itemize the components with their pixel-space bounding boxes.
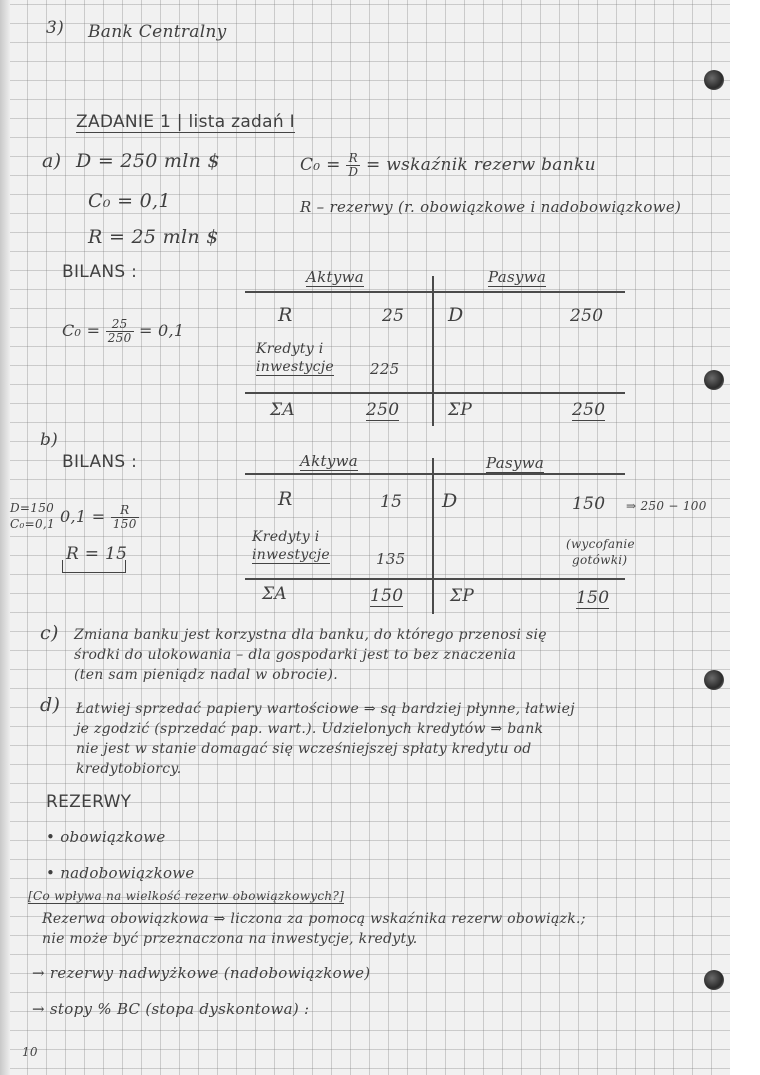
binder-hole-2 [704, 370, 724, 390]
ratio-formula-numerator: R [346, 152, 360, 166]
table-b-sum-a-label: ΣA [262, 584, 287, 604]
reserves-value: R = 25 mln $ [88, 226, 219, 248]
ratio-formula-denominator: D [348, 165, 359, 180]
reserve-result: R = 15 [66, 544, 128, 564]
margin-deposits: D=150 [10, 501, 55, 515]
page-number: 10 [22, 1045, 38, 1059]
table-a-loans-label-2: inwestycje [256, 359, 334, 375]
section-number: 3) [46, 18, 65, 38]
table-b-r-label: R [278, 488, 293, 510]
table-b-sum-p-value: 150 [576, 588, 610, 608]
table-a-sum-p-label: ΣP [448, 400, 473, 420]
table-a-loans-label-1: Kredyty i [256, 341, 324, 357]
reserves-arrow-1: → rezerwy nadwyżkowe (nadobowiązkowe) [32, 964, 371, 982]
part-a-label: a) [42, 150, 62, 172]
part-d-line-1: Łatwiej sprzedać papiery wartościowe ⇒ są bardziej płynne, łatwiej [76, 701, 575, 717]
table-b-sum-a-value: 150 [370, 586, 404, 606]
reserves-answer-2: nie może być przeznaczona na inwestycje, kredyty. [42, 931, 418, 947]
ratio-formula-lhs: C₀ = [300, 155, 341, 176]
table-a-sum-a-value: 250 [366, 400, 400, 420]
task-title: ZADANIE 1 | lista zadań I [76, 112, 295, 132]
table-a-sum-p-value: 250 [572, 400, 606, 420]
table-a-loans-value: 225 [370, 360, 400, 378]
binder-hole-3 [704, 670, 724, 690]
table-a-liabilities-header: Pasywa [488, 268, 547, 286]
table-b-sum-p-label: ΣP [450, 586, 475, 606]
table-b-d-note: ⇒ 250 − 100 [626, 499, 707, 513]
table-b-sum-rule [245, 578, 625, 580]
deposits-value: D = 250 mln $ [76, 150, 220, 172]
ratio-check-numerator: 25 [106, 318, 134, 332]
part-c-line-3: (ten sam pieniądz nadal w obrocie). [74, 667, 339, 683]
table-b-top-rule [245, 473, 625, 475]
reserves-item-excess: • nadobowiązkowe [46, 864, 195, 882]
page-binding-shadow [0, 0, 10, 1075]
table-b-loans-label-1: Kredyty i [252, 529, 320, 545]
reserve-equation-lhs: 0,1 = [60, 507, 106, 527]
reserves-heading: REZERWY [46, 792, 132, 812]
reserves-question: [Co wpływa na wielkość rezerw obowiązkowych?] [28, 889, 345, 903]
table-a-sum-a-label: ΣA [270, 400, 295, 420]
margin-ratio: C₀=0,1 [10, 517, 55, 531]
binder-hole-4 [704, 970, 724, 990]
ratio-check [62, 318, 184, 345]
reserves-item-mandatory: • obowiązkowe [46, 828, 166, 846]
table-a-center-rule [432, 276, 434, 426]
reserves-definition: R – rezerwy (r. obowiązkowe i nadobowiązkowe) [300, 198, 682, 216]
part-c-line-2: środki do ulokowania – dla gospodarki jest to bez znaczenia [74, 647, 517, 663]
table-b-assets-header: Aktywa [300, 452, 359, 470]
table-b-d-label: D [442, 490, 458, 512]
ratio-formula [300, 152, 596, 179]
reserve-equation-numerator: R [111, 504, 139, 518]
reserves-answer-1: Rezerwa obowiązkowa ⇒ liczona za pomocą wskaźnika rezerw obowiązk.; [42, 911, 586, 927]
table-b-r-value: 15 [380, 492, 403, 512]
part-d-label: d) [40, 694, 61, 716]
table-a-d-label: D [448, 304, 464, 326]
part-c-line-1: Zmiana banku jest korzystna dla banku, do którego przenosi się [74, 627, 547, 643]
table-a-d-value: 250 [570, 306, 604, 326]
table-b-d-value: 150 [572, 494, 606, 514]
table-a-assets-header: Aktywa [306, 268, 365, 286]
reserve-ratio-value: C₀ = 0,1 [88, 190, 171, 212]
ratio-check-fraction [106, 318, 134, 345]
ratio-check-rhs: = 0,1 [138, 321, 185, 341]
ratio-formula-description: = wskaźnik rezerw banku [366, 155, 596, 176]
table-a-r-value: 25 [382, 306, 405, 326]
result-bracket [62, 560, 126, 573]
part-b-label: b) [40, 430, 59, 450]
ratio-check-lhs: C₀ = [62, 321, 101, 341]
table-b-center-rule [432, 458, 434, 614]
table-b-loans-label-2: inwestycje [252, 547, 330, 563]
reserve-equation-denominator: 150 [112, 517, 137, 532]
table-b-withdraw-2: gotówki) [572, 553, 628, 567]
table-b-liabilities-header: Pasywa [486, 454, 545, 472]
part-d-line-3: nie jest w stanie domagać się wcześniejszej spłaty kredytu od [76, 741, 532, 757]
table-a-r-label: R [278, 304, 293, 326]
part-d-line-4: kredytobiorcy. [76, 761, 182, 777]
part-c-label: c) [40, 622, 59, 644]
ratio-check-denominator: 250 [107, 331, 132, 346]
page-right-margin [730, 0, 760, 1075]
part-d-line-2: je zgodzić (sprzedać pap. wart.). Udzielonych kredytów ⇒ bank [76, 721, 544, 737]
binder-hole-1 [704, 70, 724, 90]
reserve-equation-fraction [111, 504, 139, 531]
reserve-equation [60, 504, 139, 531]
table-a-top-rule [245, 291, 625, 293]
table-a-sum-rule [245, 392, 625, 394]
balance-label-a: BILANS : [62, 262, 138, 282]
section-title: Bank Centralny [88, 22, 227, 42]
table-b-withdraw-1: (wycofanie [566, 537, 635, 551]
ratio-formula-fraction [346, 152, 360, 179]
table-b-loans-value: 135 [376, 550, 406, 568]
reserves-arrow-2: → stopy % BC (stopa dyskontowa) : [32, 1000, 310, 1018]
balance-label-b: BILANS : [62, 452, 138, 472]
